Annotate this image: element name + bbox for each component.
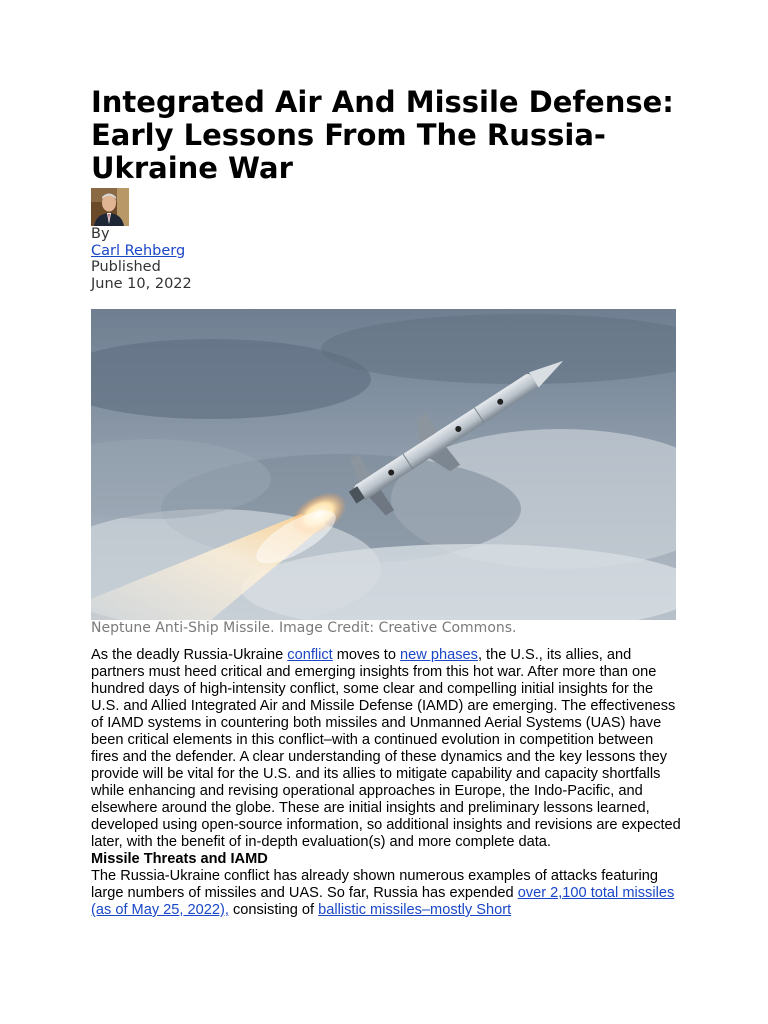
text-run: The Russia-Ukraine conflict has already shown numerous examples of attacks featuring large numbers of missiles and UAS. So far, Russia has expended xyxy=(91,868,658,901)
author-link[interactable]: Carl Rehberg xyxy=(91,242,186,259)
paragraph-2 xyxy=(91,868,681,919)
text-run: consisting of xyxy=(228,902,319,918)
text-run: As the deadly Russia-Ukraine xyxy=(91,647,288,663)
section-heading: Missile Threats and IAMD xyxy=(91,851,268,867)
conflict-link[interactable]: conflict xyxy=(287,647,333,663)
article-body xyxy=(91,647,681,919)
byline-label: By xyxy=(91,226,110,242)
article-meta xyxy=(91,226,681,292)
paragraph-1 xyxy=(91,647,681,851)
article xyxy=(91,85,681,918)
missiles-count-link[interactable]: over 2,100 total missiles (as of May 25, 2022), xyxy=(91,885,675,918)
new-phases-link[interactable]: new phases xyxy=(400,647,478,663)
published-date: June 10, 2022 xyxy=(91,275,192,292)
text-run: moves to xyxy=(332,647,401,663)
article-title: Integrated Air And Missile Defense: Early Lessons From The Russia-Ukraine War xyxy=(91,85,674,185)
missile-image xyxy=(91,309,676,620)
ballistic-missiles-link[interactable]: ballistic missiles–mostly Short xyxy=(318,902,512,918)
image-caption: Neptune Anti-Ship Missile. Image Credit: Creative Commons. xyxy=(91,620,517,636)
text-run: , the U.S., its allies, and partners must heed critical and emerging insights from this hot war. After more than one hundred days of high-intensity conflict, some clear and compelling initial insights for the U.S. and Allied Integrated Air and Missile Defense (IAMD) are emerging. The effectiveness of IAMD systems in countering both missiles and Unmanned Aerial Systems (UAS) have been critical elements in this conflict–with a continued evolution in competition between fires and the defender. A clear understanding of these dynamics and the key lessons they provide will be vital for the U.S. and its allies to mitigate capability and capacity shortfalls while enhancing and revising operational approaches in Europe, the Indo-Pacific, and elsewhere around the globe. These are initial insights and preliminary lessons learned, developed using open-source information, so additional insights and revisions are expected later, with the benefit of in-depth evaluation(s) and more complete data. xyxy=(91,647,681,850)
published-label: Published xyxy=(91,259,161,275)
author-avatar[interactable] xyxy=(91,188,129,226)
